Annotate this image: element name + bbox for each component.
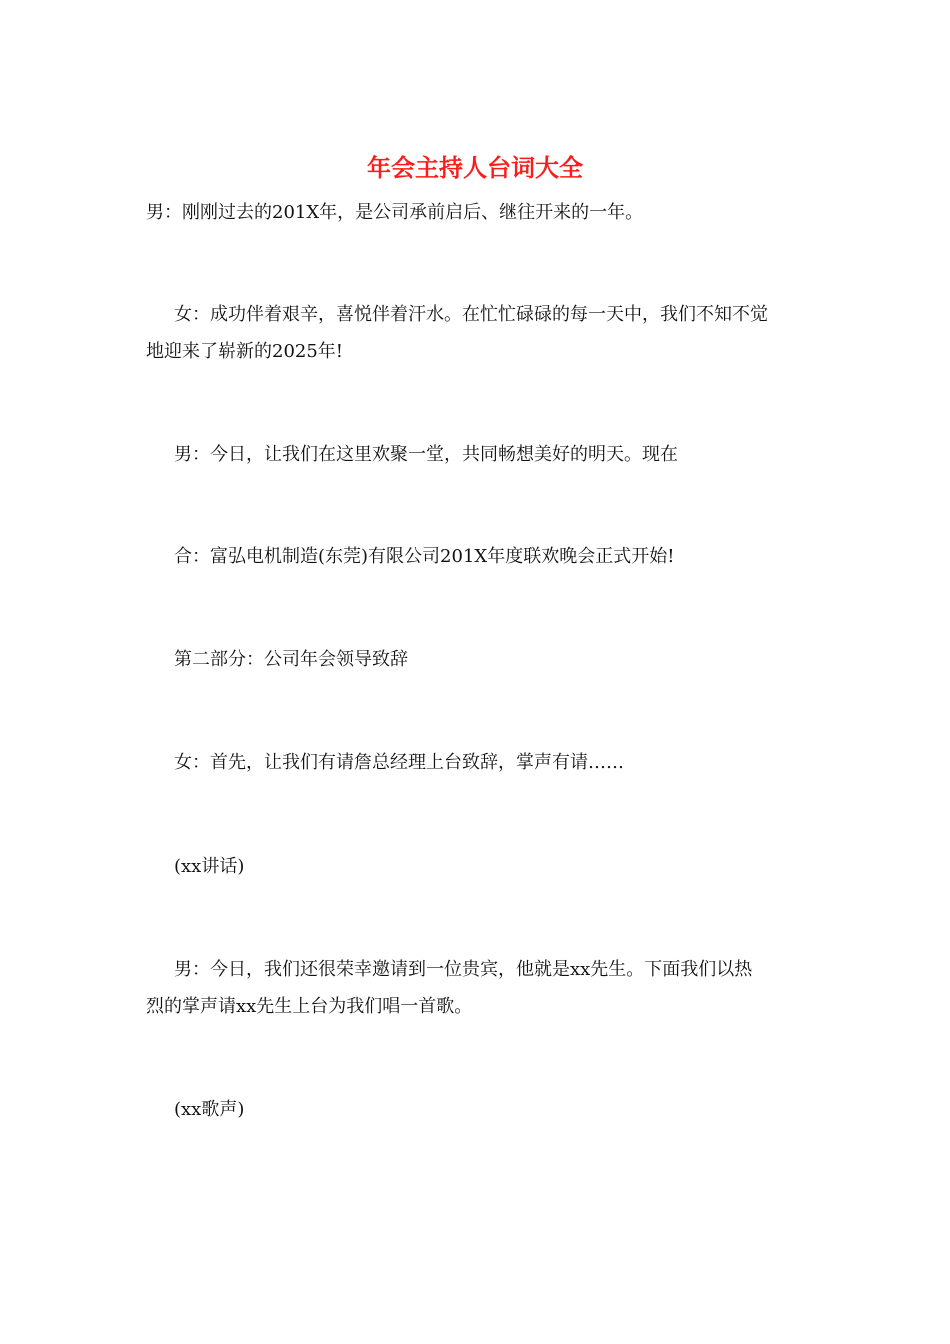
paragraph-line: (xx歌声) xyxy=(174,1099,245,1120)
paragraph-7 xyxy=(146,848,839,885)
document-title: 年会主持人台词大全 xyxy=(367,153,583,182)
paragraph-line: 男：今日，让我们在这里欢聚一堂，共同畅想美好的明天。现在 xyxy=(174,444,678,465)
paragraph-2 xyxy=(146,296,839,370)
paragraph-line: 烈的掌声请xx先生上台为我们唱一首歌。 xyxy=(146,996,473,1017)
paragraph-9 xyxy=(146,1091,839,1128)
paragraph-line: 第二部分：公司年会领导致辞 xyxy=(174,649,408,670)
paragraph-line: 女：首先，让我们有请詹总经理上台致辞，掌声有请…… xyxy=(174,752,624,773)
paragraph-line: 地迎来了崭新的2025年! xyxy=(146,341,344,362)
paragraph-4 xyxy=(146,538,839,575)
paragraph-8 xyxy=(146,951,839,1025)
paragraph-1 xyxy=(146,194,811,231)
paragraph-line: (xx讲话) xyxy=(174,856,245,877)
paragraph-3 xyxy=(146,436,839,473)
paragraph-line: 合：富弘电机制造(东莞)有限公司201X年度联欢晚会正式开始! xyxy=(174,546,675,567)
paragraph-line: 女：成功伴着艰辛，喜悦伴着汗水。在忙忙碌碌的每一天中，我们不知不觉 xyxy=(174,304,768,325)
paragraph-5 xyxy=(146,641,839,678)
paragraph-line: 男：刚刚过去的201X年，是公司承前启后、继往开来的一年。 xyxy=(146,202,644,223)
paragraph-6 xyxy=(146,744,839,781)
paragraph-line: 男：今日，我们还很荣幸邀请到一位贵宾，他就是xx先生。下面我们以热 xyxy=(174,959,753,980)
